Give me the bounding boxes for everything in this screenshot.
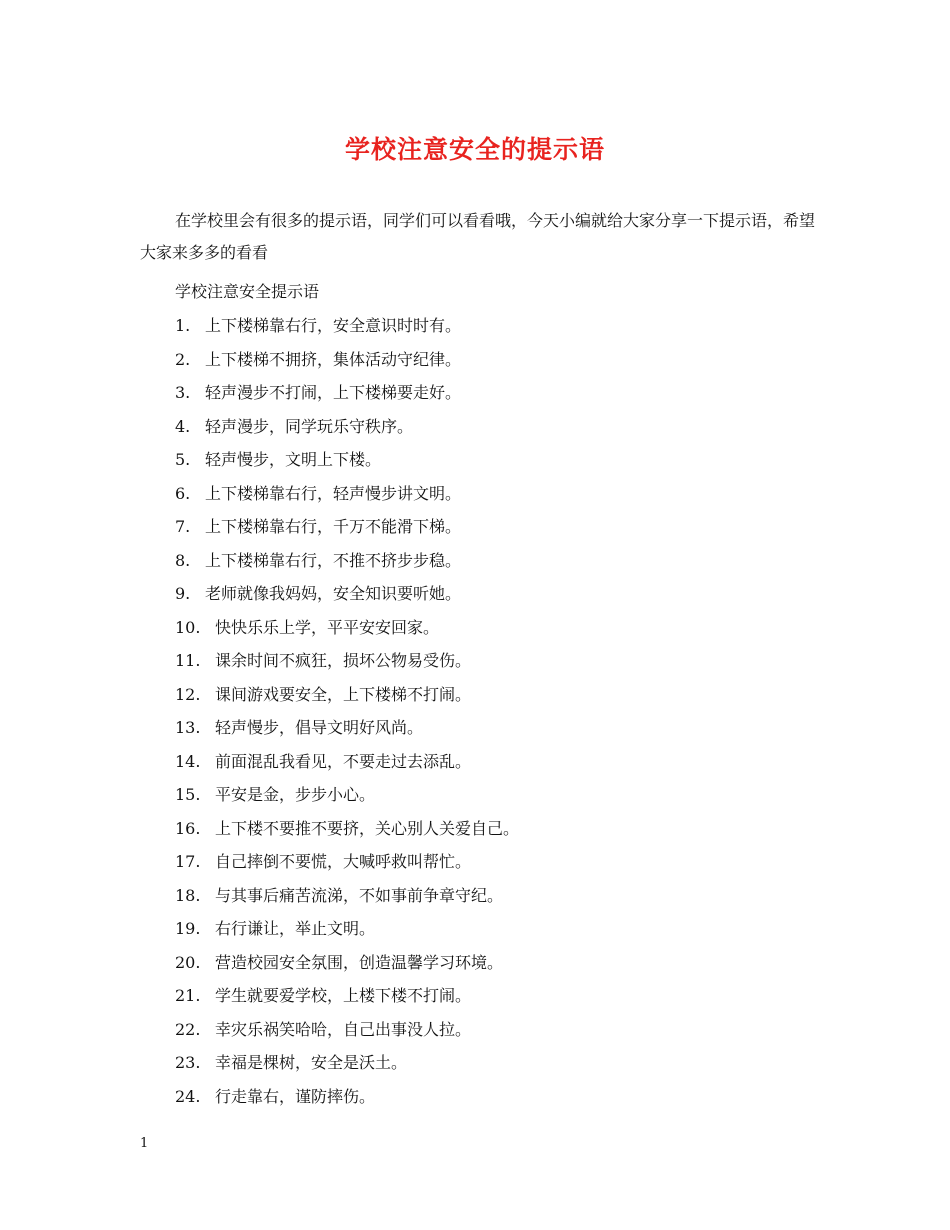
item-text: 行走靠右，谨防摔伤。	[215, 1086, 376, 1106]
item-number: 21.	[175, 986, 201, 1005]
item-text: 轻声慢步，倡导文明好风尚。	[215, 718, 424, 737]
item-text: 上下楼梯不拥挤，集体活动守纪律。	[205, 349, 462, 369]
item-number: 16.	[175, 818, 201, 838]
item-number: 9.	[175, 584, 191, 603]
item-text: 上下楼梯靠右行，不推不挤步步稳。	[205, 550, 462, 570]
item-number: 2.	[175, 349, 191, 369]
item-text: 上下楼不要推不要挤，关心别人关爱自己。	[215, 818, 520, 838]
section-subtitle: 学校注意安全提示语	[175, 282, 320, 301]
item-text: 平安是金，步步小心。	[215, 785, 376, 804]
list-item	[175, 343, 519, 377]
item-text: 自己摔倒不要慌，大喊呼救叫帮忙。	[215, 852, 472, 871]
item-number: 17.	[175, 852, 201, 871]
list-item	[175, 577, 519, 611]
item-number: 8.	[175, 550, 191, 570]
list-item	[175, 544, 519, 578]
item-text: 轻声漫步，同学玩乐守秩序。	[205, 416, 414, 436]
item-text: 前面混乱我看见，不要走过去添乱。	[215, 751, 472, 771]
list-item	[175, 410, 519, 444]
item-text: 学生就要爱学校，上楼下楼不打闹。	[215, 986, 472, 1005]
item-text: 课余时间不疯狂，损坏公物易受伤。	[215, 651, 472, 670]
list-item	[175, 845, 519, 879]
item-number: 20.	[175, 952, 201, 972]
item-number: 15.	[175, 785, 201, 804]
item-number: 23.	[175, 1053, 201, 1072]
list-item	[175, 979, 519, 1013]
item-text: 上下楼梯靠右行，千万不能滑下梯。	[205, 517, 462, 536]
tips-list	[175, 309, 519, 1113]
item-number: 22.	[175, 1019, 201, 1039]
list-item	[175, 443, 519, 477]
item-number: 10.	[175, 617, 201, 637]
list-item	[175, 912, 519, 946]
item-text: 营造校园安全氛围，创造温馨学习环境。	[215, 952, 504, 972]
intro-paragraph: 在学校里会有很多的提示语，同学们可以看看哦，今天小编就给大家分享一下提示语，希望大家来多多的看看	[140, 211, 816, 262]
item-number: 5.	[175, 450, 191, 469]
item-text: 老师就像我妈妈，安全知识要听她。	[205, 584, 462, 603]
item-text: 上下楼梯靠右行，轻声慢步讲文明。	[205, 483, 462, 503]
item-number: 13.	[175, 718, 201, 737]
list-item	[175, 510, 519, 544]
list-item	[175, 745, 519, 779]
item-text: 幸灾乐祸笑哈哈，自己出事没人拉。	[215, 1019, 472, 1039]
item-text: 轻声慢步，文明上下楼。	[205, 450, 382, 469]
list-item	[175, 1013, 519, 1047]
item-number: 4.	[175, 416, 191, 436]
list-item	[175, 946, 519, 980]
list-item	[175, 778, 519, 812]
list-item	[175, 678, 519, 712]
item-number: 14.	[175, 751, 201, 771]
item-number: 1.	[175, 316, 191, 335]
item-number: 11.	[175, 651, 201, 670]
item-number: 19.	[175, 919, 201, 938]
item-number: 7.	[175, 517, 191, 536]
item-number: 18.	[175, 885, 201, 905]
list-item	[175, 309, 519, 343]
list-item	[175, 611, 519, 645]
list-item	[175, 711, 519, 745]
item-text: 轻声漫步不打闹，上下楼梯要走好。	[205, 383, 462, 402]
item-text: 幸福是棵树，安全是沃土。	[215, 1053, 408, 1072]
list-item	[175, 477, 519, 511]
item-text: 快快乐乐上学，平平安安回家。	[215, 617, 440, 637]
item-number: 12.	[175, 684, 201, 704]
list-item	[175, 644, 519, 678]
list-item	[175, 879, 519, 913]
list-item	[175, 376, 519, 410]
item-number: 6.	[175, 483, 191, 503]
list-item	[175, 1046, 519, 1080]
document-title: 学校注意安全的提示语	[344, 135, 605, 164]
list-item	[175, 1080, 519, 1114]
item-text: 右行谦让，举止文明。	[215, 919, 376, 938]
item-text: 与其事后痛苦流涕，不如事前争章守纪。	[215, 885, 504, 905]
item-text: 上下楼梯靠右行，安全意识时时有。	[205, 316, 462, 335]
item-text: 课间游戏要安全，上下楼梯不打闹。	[215, 684, 472, 704]
page-number: 1	[140, 1136, 149, 1151]
item-number: 3.	[175, 383, 191, 402]
list-item	[175, 812, 519, 846]
item-number: 24.	[175, 1086, 201, 1106]
